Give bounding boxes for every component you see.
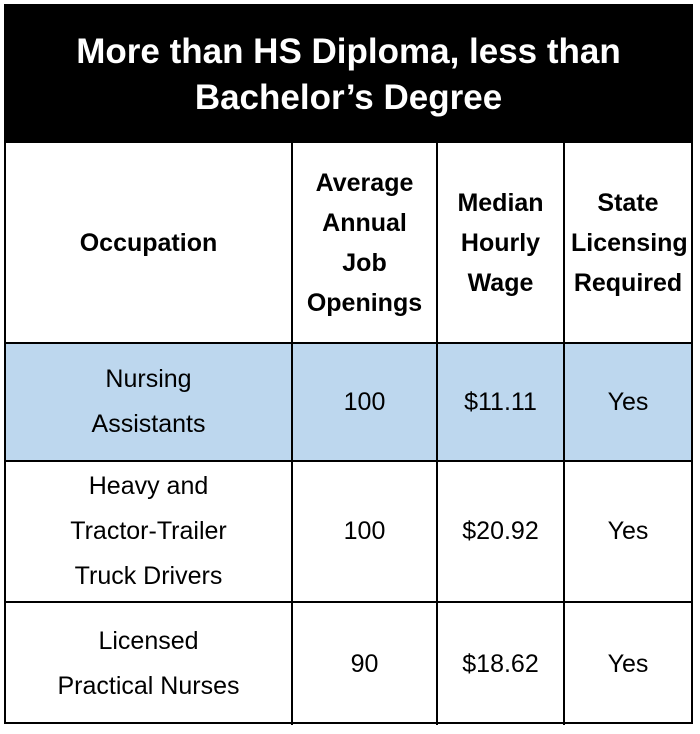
column-header-openings: Average Annual Job Openings	[292, 143, 437, 343]
cell-openings: 100	[292, 461, 437, 602]
table-title: More than HS Diploma, less than Bachelor’s Degree	[76, 32, 621, 117]
cell-occupation: Licensed Practical Nurses	[6, 602, 292, 725]
table-row	[6, 461, 691, 602]
occupation-table-card	[4, 4, 693, 724]
cell-openings: 90	[292, 602, 437, 725]
column-header-licensing: State Licensing Required	[564, 143, 691, 343]
cell-openings: 100	[292, 343, 437, 461]
table-header-row	[6, 143, 691, 343]
column-header-occupation: Occupation	[6, 143, 292, 343]
cell-licensing: Yes	[564, 461, 691, 602]
column-header-wage: Median Hourly Wage	[437, 143, 564, 343]
cell-wage: $18.62	[437, 602, 564, 725]
occupation-table	[6, 143, 691, 725]
table-row	[6, 343, 691, 461]
cell-occupation: Heavy and Tractor-Trailer Truck Drivers	[6, 461, 292, 602]
cell-occupation: Nursing Assistants	[6, 343, 292, 461]
cell-wage: $20.92	[437, 461, 564, 602]
table-title-bar	[6, 6, 691, 143]
cell-licensing: Yes	[564, 602, 691, 725]
cell-licensing: Yes	[564, 343, 691, 461]
table-row	[6, 602, 691, 725]
cell-wage: $11.11	[437, 343, 564, 461]
